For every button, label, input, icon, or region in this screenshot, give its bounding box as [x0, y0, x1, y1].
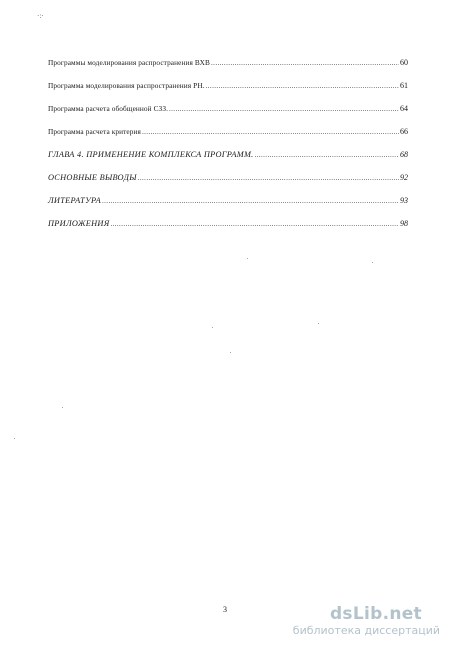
toc-entry-page: 60: [400, 58, 408, 67]
toc-entry-title: Программы моделирования распространения ВХВ: [48, 58, 211, 67]
toc-entry-title: Программа расчета обобщенной СЗЗ.: [48, 104, 168, 113]
toc-dot-leader: [142, 128, 399, 136]
toc-entry: [48, 219, 408, 230]
toc-entry: [48, 173, 408, 184]
scan-speck: [247, 258, 248, 259]
toc-entry-page: 98: [400, 219, 408, 228]
toc-entry-title: ЛИТЕРАТУРА: [48, 196, 101, 205]
toc-entry-page: 64: [400, 104, 408, 113]
toc-entry: [48, 104, 408, 115]
toc-dot-leader: [102, 197, 399, 205]
watermark: [260, 604, 440, 644]
toc-entry: [48, 196, 408, 207]
watermark-caption: библиотека диссертаций: [292, 624, 440, 637]
scan-speck: [230, 352, 231, 353]
toc-entry: [48, 150, 408, 161]
toc-dot-leader: [211, 59, 399, 67]
scan-speck: [372, 262, 373, 263]
toc-entry-title: Программа расчета критерия: [48, 127, 141, 136]
toc-entry: [48, 127, 408, 138]
toc-dot-leader: [138, 174, 399, 182]
toc-entry-page: 61: [400, 81, 408, 90]
toc-dot-leader: [255, 151, 399, 159]
toc-entry: [48, 81, 408, 92]
toc-entry: [48, 58, 408, 69]
table-of-contents: [48, 58, 408, 242]
toc-entry-title: ГЛАВА 4. ПРИМЕНЕНИЕ КОМПЛЕКСА ПРОГРАММ.: [48, 150, 254, 159]
scan-speck: [212, 327, 213, 328]
page-number: 3: [223, 605, 227, 614]
toc-entry-page: 93: [400, 196, 408, 205]
watermark-site: dsLib.net: [329, 604, 422, 624]
toc-entry-title: ОСНОВНЫЕ ВЫВОДЫ: [48, 173, 137, 182]
toc-entry-title: Программа моделирования распространения РН.: [48, 81, 205, 90]
toc-entry-page: 68: [400, 150, 408, 159]
scan-speck: [318, 323, 319, 324]
toc-entry-title: ПРИЛОЖЕНИЯ: [48, 219, 110, 228]
toc-entry-page: 66: [400, 127, 408, 136]
scan-speck: [62, 407, 63, 408]
scan-speck: [14, 438, 15, 439]
toc-dot-leader: [169, 105, 399, 113]
corner-mark: ·:·: [37, 12, 44, 20]
toc-dot-leader: [206, 82, 399, 90]
toc-entry-page: 92: [400, 173, 408, 182]
toc-dot-leader: [110, 220, 399, 228]
